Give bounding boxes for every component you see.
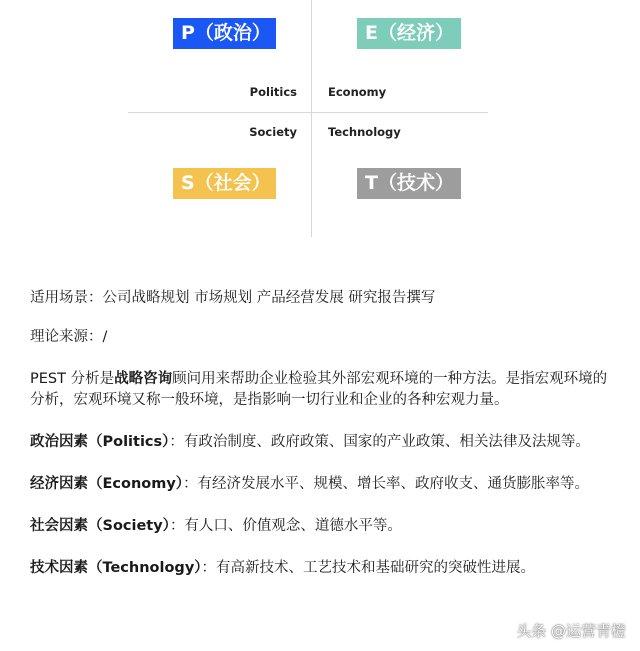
factor-title: 政治因素（Politics） — [30, 434, 170, 450]
factor-economy — [30, 474, 610, 495]
factor-title: 技术因素（Technology） — [30, 560, 202, 576]
technology-tag: T（技术） — [357, 168, 461, 199]
source-line: 理论来源：/ — [30, 329, 108, 345]
intro-bold: 战略咨询 — [114, 371, 173, 387]
factor-desc: ：有经济发展水平、规模、增长率、政府收支、通货膨胀率等。 — [183, 476, 590, 492]
society-label: Society — [249, 125, 297, 139]
article-body — [30, 288, 610, 600]
politics-label: Politics — [249, 85, 297, 99]
intro-paragraph — [30, 369, 610, 411]
factor-desc: ：有高新技术、工艺技术和基础研究的突破性进展。 — [201, 560, 536, 576]
intro-prefix: PEST 分析是 — [30, 371, 115, 387]
politics-tag: P（政治） — [173, 18, 276, 49]
factor-title: 社会因素（Society） — [30, 518, 170, 534]
vertical-divider — [311, 0, 312, 237]
factor-desc: ：有政治制度、政府政策、国家的产业政策、相关法律及法规等。 — [169, 434, 590, 450]
factor-desc: ：有人口、价值观念、道德水平等。 — [169, 518, 402, 534]
horizontal-divider — [128, 112, 488, 113]
economy-label: Economy — [328, 85, 387, 99]
economy-tag: E（经济） — [357, 18, 461, 49]
society-tag: S（社会） — [173, 168, 276, 199]
scenario-line: 适用场景：公司战略规划 市场规划 产品经营发展 研究报告撰写 — [30, 290, 436, 306]
intro-suffix: 顾问用来帮助企业检验其外部宏观环境的一种方法。是指宏观环境的分析，宏观环境又称一般环境，是指影响一切行业和企业的各种宏观力量。 — [30, 371, 608, 408]
technology-label: Technology — [328, 125, 401, 139]
pest-diagram — [0, 0, 640, 245]
factor-society — [30, 516, 610, 537]
factor-technology — [30, 558, 610, 579]
factor-title: 经济因素（Economy） — [30, 476, 184, 492]
watermark: 头条 @运营青橙 — [516, 622, 626, 640]
factor-politics — [30, 432, 610, 453]
